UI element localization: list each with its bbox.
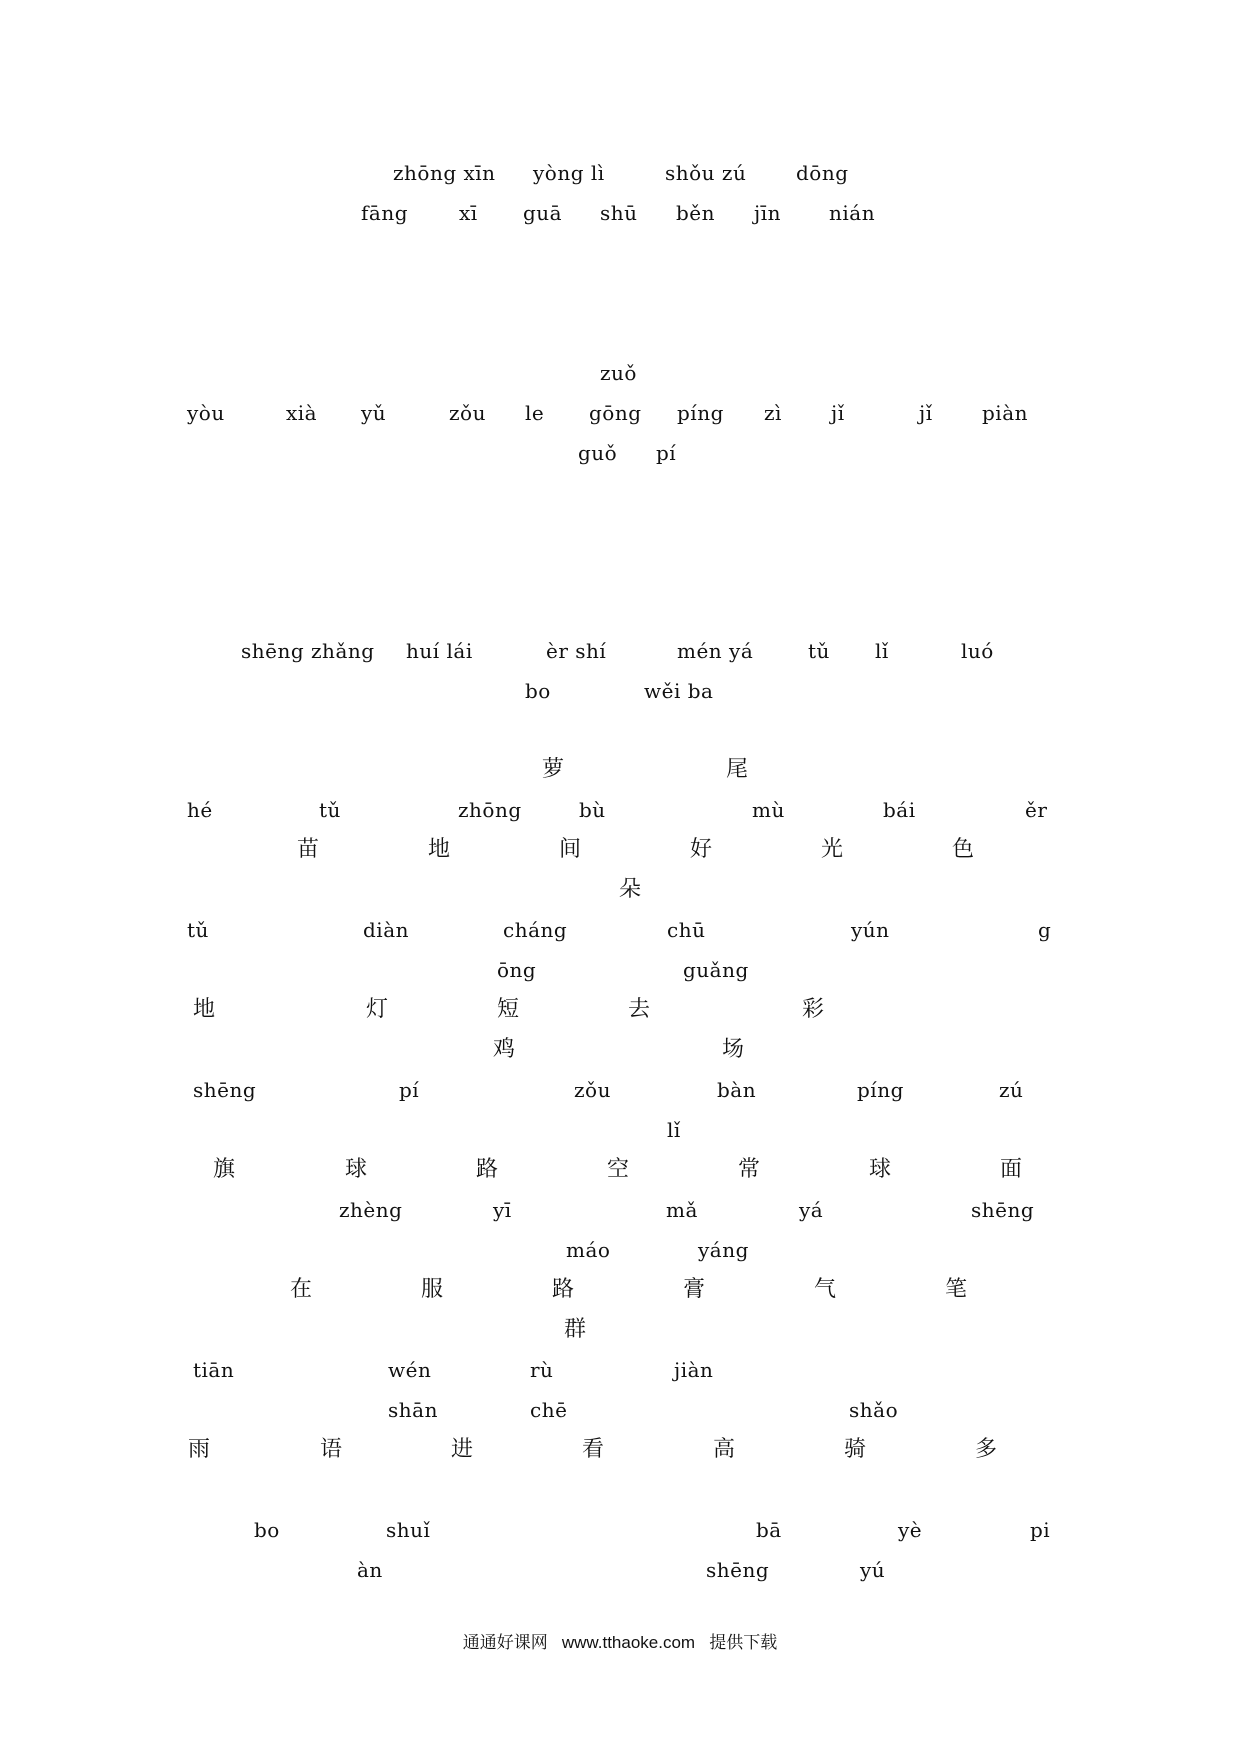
pinyin-word: yún — [851, 918, 890, 942]
hanzi-char: 光 — [821, 837, 844, 862]
pinyin-line — [0, 153, 1240, 193]
hanzi-char: 语 — [320, 1437, 343, 1462]
pinyin-word: gōng — [589, 401, 642, 425]
hanzi-char: 球 — [345, 1157, 368, 1182]
pinyin-word: nián — [829, 201, 876, 225]
hanzi-char: 间 — [559, 837, 582, 862]
hanzi-char: 场 — [722, 1037, 745, 1062]
pinyin-word: shēng — [706, 1558, 770, 1582]
pinyin-word: shǒu zú — [665, 161, 747, 185]
pinyin-line — [0, 1190, 1240, 1230]
pinyin-word: èr shí — [546, 639, 607, 663]
pinyin-word: fāng — [361, 201, 409, 225]
hanzi-char: 群 — [564, 1317, 587, 1342]
pinyin-word: tǔ — [319, 798, 341, 822]
page-footer — [0, 1628, 1240, 1653]
hanzi-char: 彩 — [802, 997, 825, 1022]
pinyin-line — [0, 1230, 1240, 1270]
pinyin-word: zuǒ — [600, 361, 637, 385]
pinyin-word: shān — [388, 1398, 438, 1422]
pinyin-word: ěr — [1025, 798, 1048, 822]
pinyin-word: xià — [286, 401, 318, 425]
pinyin-line — [0, 790, 1240, 830]
hanzi-char: 雨 — [188, 1437, 211, 1462]
hanzi-char: 空 — [607, 1157, 630, 1182]
pinyin-word: jǐ — [831, 401, 845, 425]
pinyin-word: zhèng — [339, 1198, 403, 1222]
pinyin-word: tǔ — [808, 639, 830, 663]
pinyin-word: bái — [883, 798, 916, 822]
hanzi-line — [0, 830, 1240, 870]
pinyin-word: zì — [764, 401, 782, 425]
pinyin-word: xī — [459, 201, 478, 225]
pinyin-word: guǎng — [683, 958, 749, 982]
pinyin-word: ōng — [497, 958, 537, 982]
pinyin-word: shǎo — [849, 1398, 899, 1422]
pinyin-word: àn — [357, 1558, 383, 1582]
pinyin-line — [0, 950, 1240, 990]
hanzi-char: 萝 — [542, 757, 565, 782]
footer-note: 提供下载 — [709, 1633, 778, 1652]
hanzi-line — [0, 1310, 1240, 1350]
pinyin-word: bā — [756, 1518, 782, 1542]
hanzi-line — [0, 870, 1240, 910]
pinyin-word: zú — [999, 1078, 1024, 1102]
pinyin-word: jiàn — [674, 1358, 714, 1382]
hanzi-char: 灯 — [366, 997, 389, 1022]
hanzi-char: 膏 — [683, 1277, 706, 1302]
hanzi-char: 好 — [690, 837, 713, 862]
pinyin-line — [0, 1110, 1240, 1150]
hanzi-char: 多 — [975, 1437, 998, 1462]
pinyin-word: yú — [860, 1558, 886, 1582]
hanzi-char: 去 — [628, 997, 651, 1022]
pinyin-line — [0, 433, 1240, 473]
pinyin-word: jǐ — [919, 401, 933, 425]
hanzi-char: 路 — [476, 1157, 499, 1182]
pinyin-word: luó — [961, 639, 994, 663]
pinyin-word: máo — [566, 1238, 611, 1262]
pinyin-word: guǒ — [578, 441, 618, 465]
pinyin-word: hé — [187, 798, 213, 822]
footer-url: www.tthaoke.com — [561, 1633, 696, 1652]
hanzi-line — [0, 1030, 1240, 1070]
pinyin-word: yè — [898, 1518, 923, 1542]
hanzi-char: 色 — [952, 837, 975, 862]
hanzi-char: 旗 — [213, 1157, 236, 1182]
footer-site-name: 通通好课网 — [462, 1633, 548, 1652]
pinyin-word: yá — [799, 1198, 824, 1222]
pinyin-word: pí — [399, 1078, 420, 1102]
pinyin-line — [0, 910, 1240, 950]
pinyin-word: shēng — [971, 1198, 1035, 1222]
hanzi-char: 地 — [428, 837, 451, 862]
pinyin-word: zhōng xīn — [393, 161, 496, 185]
pinyin-word: zhōng — [458, 798, 522, 822]
hanzi-char: 尾 — [726, 757, 749, 782]
pinyin-word: dōng — [796, 161, 849, 185]
pinyin-word: g — [1038, 918, 1052, 942]
hanzi-line — [0, 990, 1240, 1030]
pinyin-word: bàn — [717, 1078, 757, 1102]
pinyin-line — [0, 1510, 1240, 1550]
pinyin-word: yòng lì — [533, 161, 605, 185]
hanzi-char: 进 — [451, 1437, 474, 1462]
pinyin-word: shēng — [193, 1078, 257, 1102]
hanzi-char: 高 — [713, 1437, 736, 1462]
pinyin-word: rù — [530, 1358, 554, 1382]
hanzi-line — [0, 1430, 1240, 1470]
pinyin-word: le — [525, 401, 545, 425]
pinyin-line — [0, 1550, 1240, 1590]
pinyin-word: mǎ — [666, 1198, 698, 1222]
hanzi-char: 路 — [552, 1277, 575, 1302]
pinyin-word: wén — [388, 1358, 432, 1382]
pinyin-line — [0, 1390, 1240, 1430]
pinyin-line — [0, 1350, 1240, 1390]
hanzi-char: 在 — [290, 1277, 313, 1302]
pinyin-word: lǐ — [875, 639, 889, 663]
hanzi-char: 苗 — [297, 837, 320, 862]
pinyin-word: guā — [523, 201, 563, 225]
pinyin-word: tiān — [193, 1358, 235, 1382]
pinyin-line — [0, 671, 1240, 711]
pinyin-word: yòu — [187, 401, 225, 425]
pinyin-word: píng — [857, 1078, 904, 1102]
pinyin-word: huí lái — [406, 639, 473, 663]
hanzi-char: 地 — [193, 997, 216, 1022]
pinyin-word: mù — [752, 798, 785, 822]
pinyin-word: piàn — [982, 401, 1029, 425]
hanzi-char: 面 — [1000, 1157, 1023, 1182]
pinyin-word: mén yá — [677, 639, 754, 663]
hanzi-char: 短 — [497, 997, 520, 1022]
pinyin-line — [0, 353, 1240, 393]
pinyin-word: diàn — [363, 918, 410, 942]
pinyin-line — [0, 1070, 1240, 1110]
pinyin-word: yī — [493, 1198, 512, 1222]
pinyin-word: bù — [579, 798, 606, 822]
pinyin-word: zǒu — [449, 401, 486, 425]
hanzi-char: 气 — [814, 1277, 837, 1302]
pinyin-word: wěi ba — [644, 679, 714, 703]
pinyin-word: běn — [676, 201, 716, 225]
hanzi-char: 骑 — [844, 1437, 867, 1462]
pinyin-word: shū — [600, 201, 638, 225]
hanzi-char: 鸡 — [493, 1037, 516, 1062]
pinyin-word: chē — [530, 1398, 568, 1422]
pinyin-word: tǔ — [187, 918, 209, 942]
pinyin-word: cháng — [503, 918, 568, 942]
hanzi-char: 球 — [869, 1157, 892, 1182]
pinyin-word: yáng — [698, 1238, 749, 1262]
pinyin-word: píng — [677, 401, 724, 425]
pinyin-word: bo — [254, 1518, 280, 1542]
hanzi-char: 笔 — [945, 1277, 968, 1302]
hanzi-line — [0, 750, 1240, 790]
pinyin-word: jīn — [754, 201, 781, 225]
hanzi-char: 朵 — [619, 877, 642, 902]
pinyin-word: shēng zhǎng — [241, 639, 375, 663]
hanzi-char: 常 — [738, 1157, 761, 1182]
pinyin-word: zǒu — [574, 1078, 611, 1102]
pinyin-word: lǐ — [667, 1118, 681, 1142]
hanzi-char: 服 — [421, 1277, 444, 1302]
pinyin-word: pi — [1030, 1518, 1051, 1542]
hanzi-line — [0, 1270, 1240, 1310]
pinyin-word: chū — [667, 918, 706, 942]
pinyin-line — [0, 193, 1240, 233]
pinyin-line — [0, 393, 1240, 433]
pinyin-word: bo — [525, 679, 551, 703]
pinyin-word: yǔ — [361, 401, 387, 425]
hanzi-char: 看 — [582, 1437, 605, 1462]
hanzi-line — [0, 1150, 1240, 1190]
pinyin-word: shuǐ — [386, 1518, 431, 1542]
pinyin-word: pí — [656, 441, 677, 465]
pinyin-line — [0, 631, 1240, 671]
